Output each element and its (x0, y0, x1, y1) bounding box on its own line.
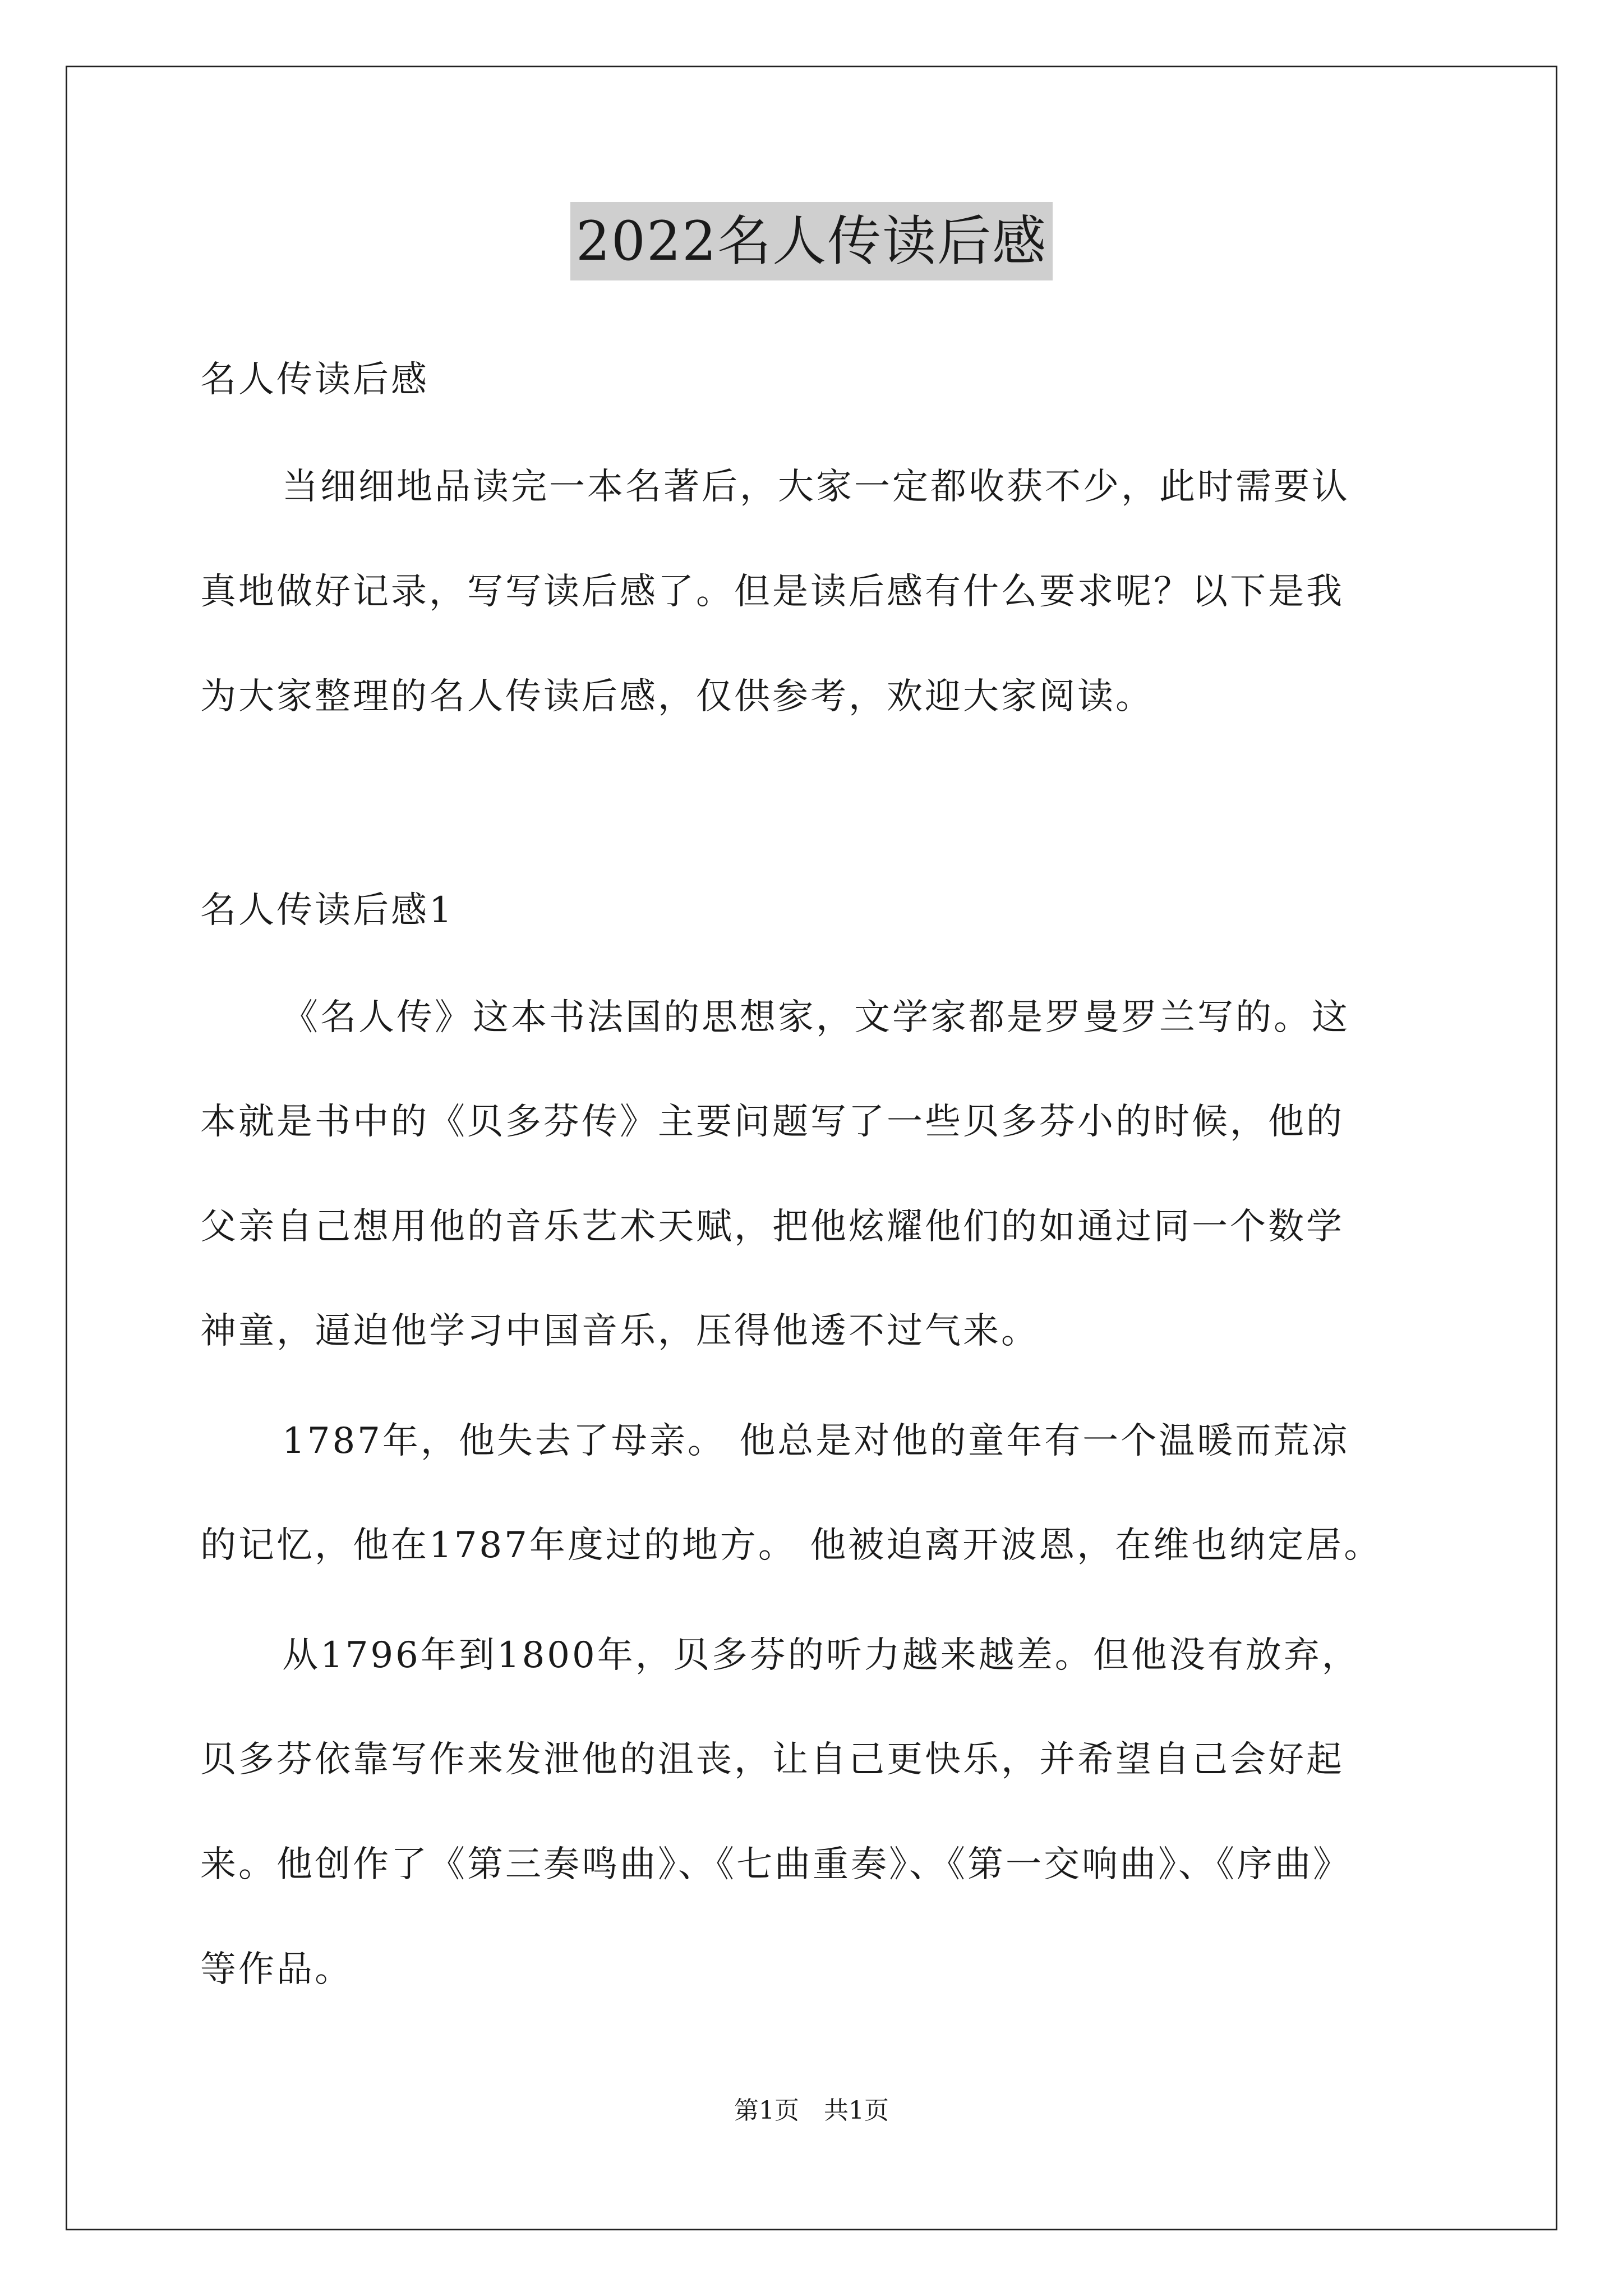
paragraph-line: 当细细地品读完一本名著后，大家一定都收获不少，此时需要认 (282, 466, 1350, 508)
paragraph-line: 1787年，他失去了母亲。 他总是对他的童年有一个温暖而荒凉 (282, 1420, 1350, 1462)
paragraph-line: 等作品。 (200, 1949, 353, 1990)
paragraph-line: 贝多芬依靠写作来发泄他的沮丧，让自己更快乐，并希望自己会好起 (200, 1739, 1344, 1780)
page-footer: 第1页 共1页 (734, 2096, 889, 2125)
paragraph-line: 从1796年到1800年，贝多芬的听力越来越差。但他没有放弃， (282, 1635, 1360, 1676)
paragraph-line: 来。他创作了《第三奏鸣曲》、《七曲重奏》、《第一交响曲》、《序曲》 (200, 1844, 1351, 1885)
title-container (0, 202, 1623, 280)
paragraph-line: 的记忆，他在1787年度过的地方。 他被迫离开波恩，在维也纳定居。 (200, 1525, 1382, 1566)
section-heading: 名人传读后感 (200, 359, 429, 401)
document-title: 2022名人传读后感 (570, 202, 1053, 280)
paragraph-line: 为大家整理的名人传读后感，仅供参考，欢迎大家阅读。 (200, 676, 1154, 717)
paragraph-line: 神童，逼迫他学习中国音乐，压得他透不过气来。 (200, 1310, 1039, 1352)
paragraph-line: 《名人传》这本书法国的思想家，文学家都是罗曼罗兰写的。这 (282, 997, 1350, 1038)
paragraph-line: 本就是书中的《贝多芬传》主要问题写了一些贝多芬小的时候，他的 (200, 1101, 1344, 1143)
paragraph-line: 父亲自己想用他的音乐艺术天赋，把他炫耀他们的如通过同一个数学 (200, 1206, 1344, 1248)
section-heading: 名人传读后感1 (200, 890, 454, 931)
paragraph-line: 真地做好记录，写写读后感了。但是读后感有什么要求呢？以下是我 (200, 571, 1344, 613)
